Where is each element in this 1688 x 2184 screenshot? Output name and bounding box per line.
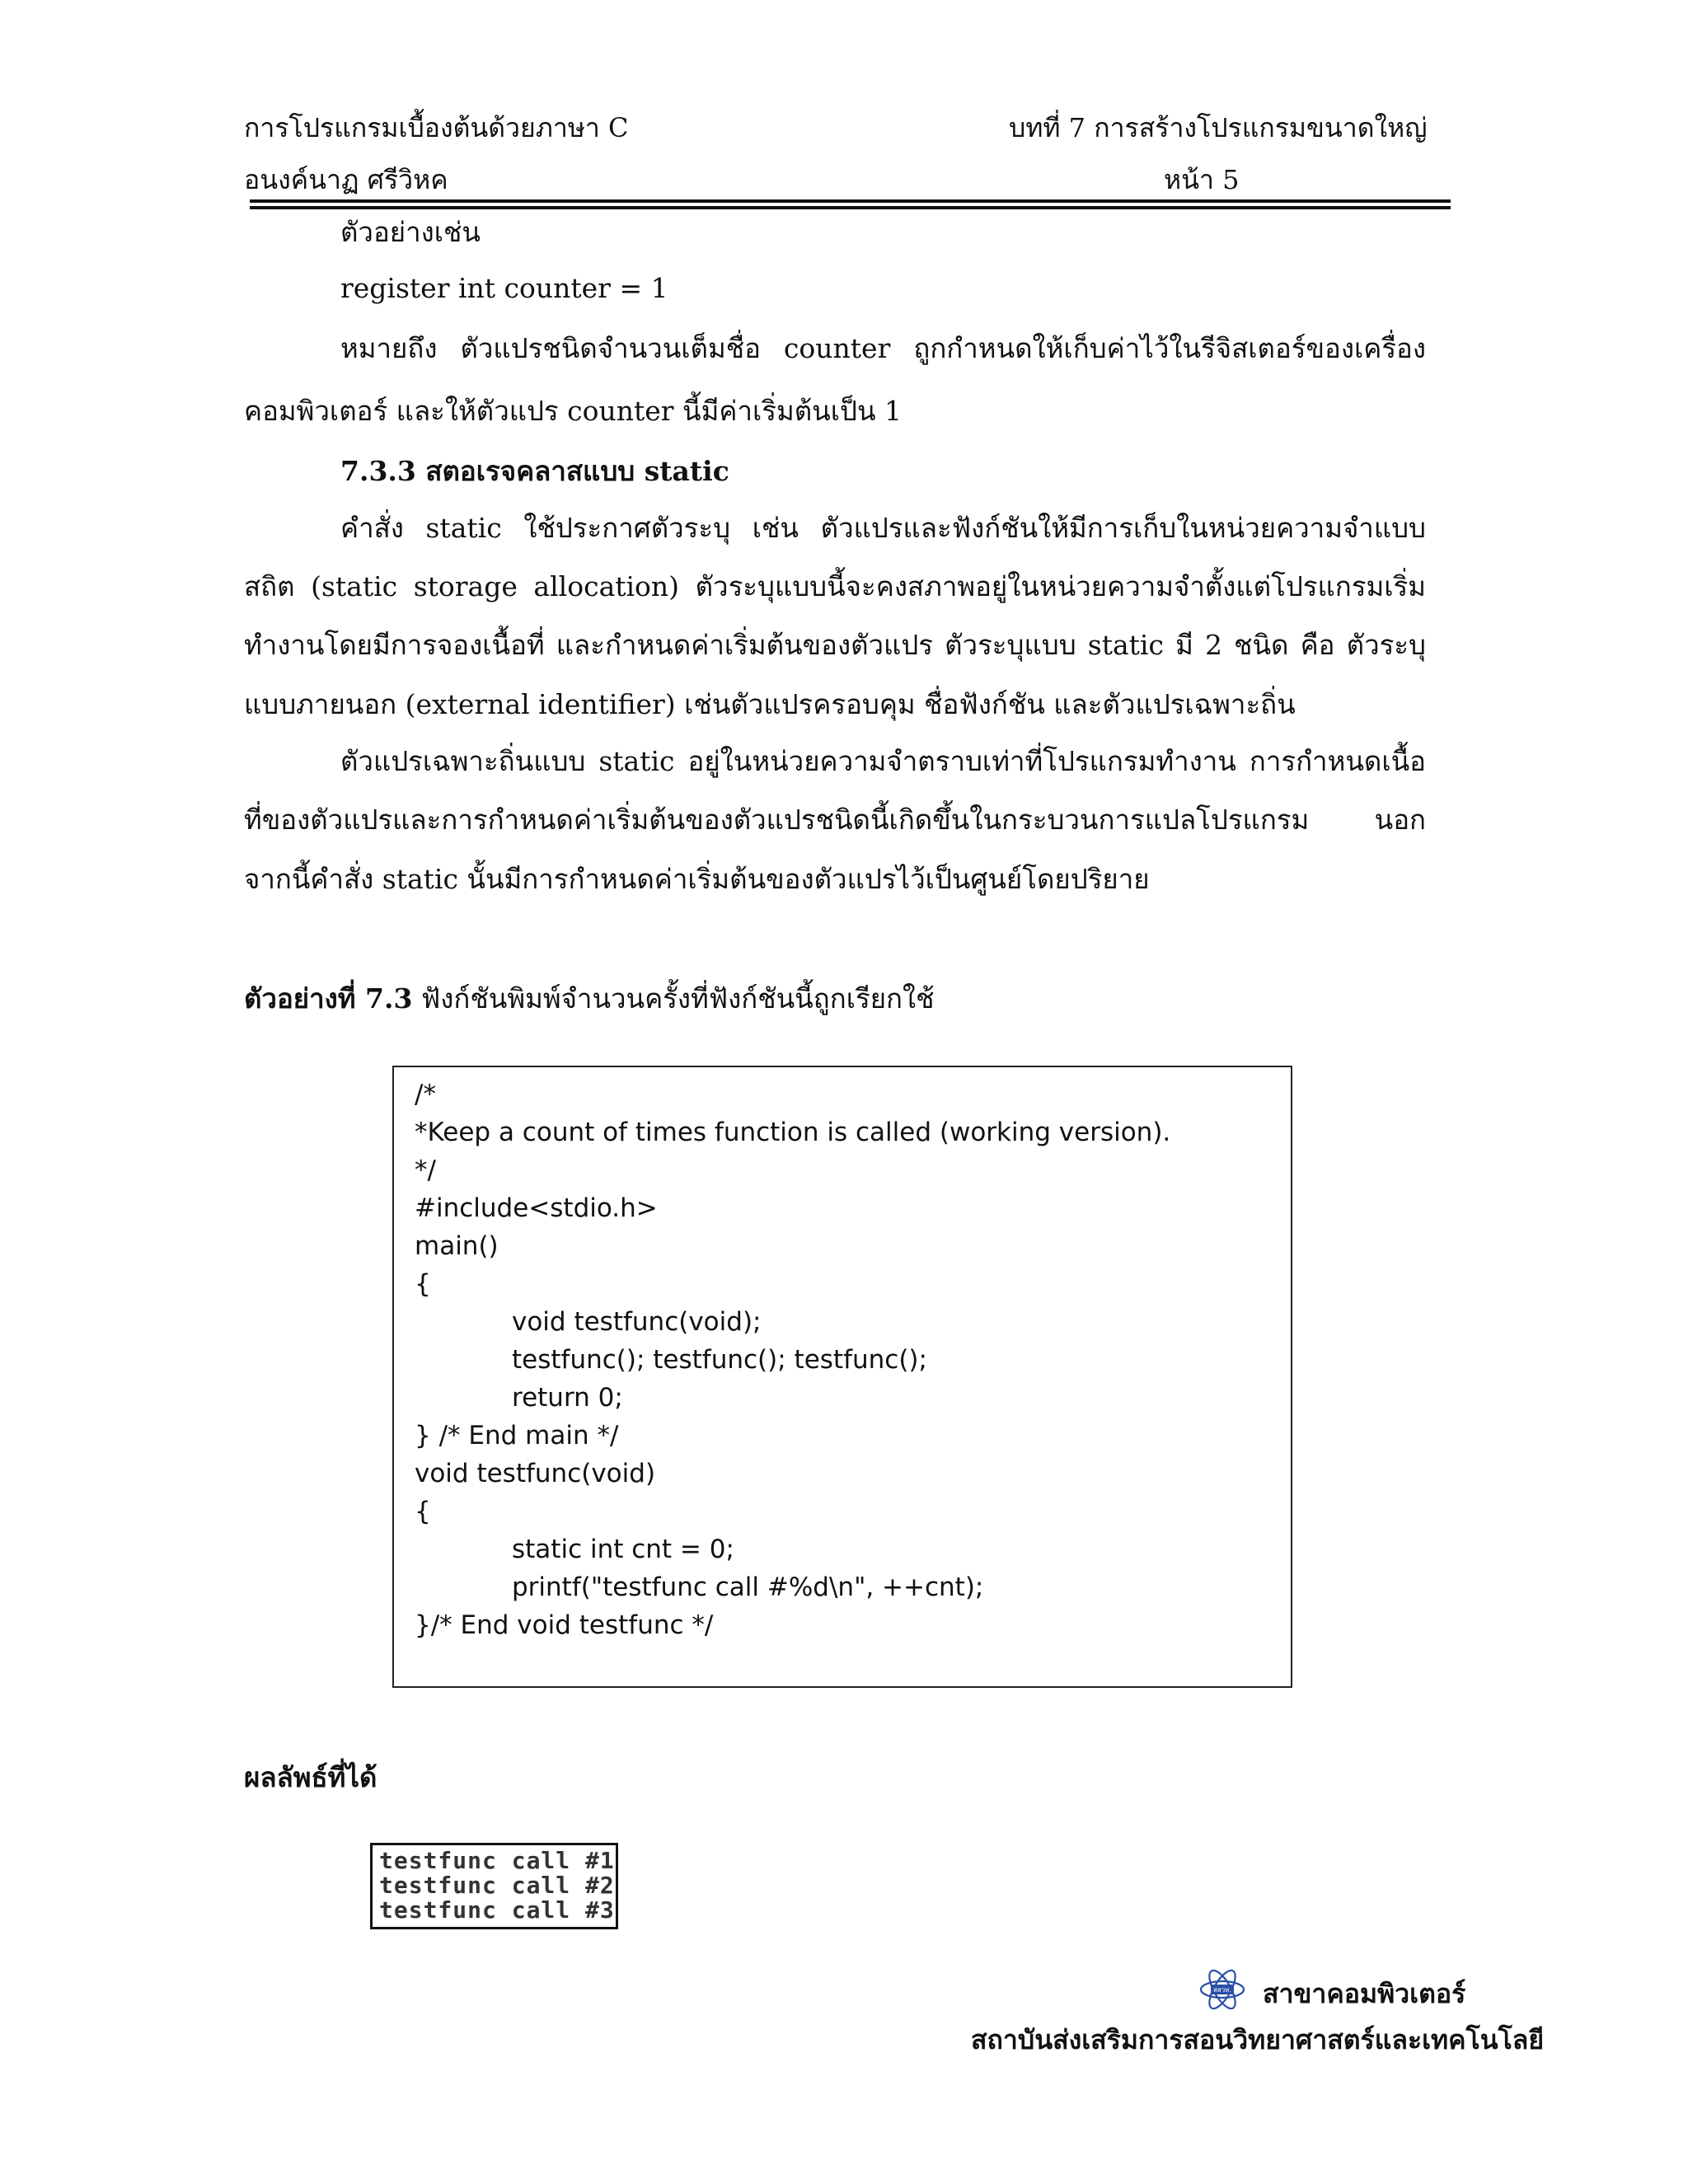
console-line: testfunc call #1 — [379, 1847, 615, 1874]
console-line: testfunc call #3 — [379, 1896, 615, 1924]
code-line: void testfunc(void); — [512, 1307, 762, 1337]
section-heading: 7.3.3 สตอเรจคลาสแบบ static — [340, 455, 729, 487]
static-para1-line4: แบบภายนอก (external identifier) เช่นตัวแปรครอบคุม ชื่อฟังก์ชัน และตัวแปรเฉพาะถิ่น — [244, 688, 1296, 720]
code-line: main() — [415, 1231, 499, 1261]
code-line: } /* End main */ — [415, 1421, 619, 1451]
header-chapter-title: บทที่ 7 การสร้างโปรแกรมขนาดใหญ่ — [1009, 112, 1428, 143]
header-page-number: หน้า 5 — [1164, 164, 1240, 195]
header-author: อนงค์นาฏ ศรีวิหค — [244, 164, 448, 195]
code-line: #include<stdio.h> — [415, 1193, 658, 1223]
meaning-line-2: คอมพิวเตอร์ และให้ตัวแปร counter นี้มีค่าเริ่มต้นเป็น 1 — [244, 395, 902, 427]
static-para2-line3: จากนี้คำสั่ง static นั้นมีการกำหนดค่าเริ่มต้นของตัวแปรไว้เป็นศูนย์โดยปริยาย — [244, 863, 1150, 895]
code-line: { — [415, 1497, 431, 1526]
code-line: *Keep a count of times function is called (working version). — [415, 1118, 1171, 1147]
code-line: }/* End void testfunc */ — [415, 1610, 714, 1640]
result-heading: ผลลัพธ์ที่ได้ — [244, 1761, 377, 1793]
header-left-title: การโปรแกรมเบื้องต้นด้วยภาษา C — [244, 112, 629, 143]
static-para2-line2: ที่ของตัวแปรและการกำหนดค่าเริ่มต้นของตัวแปรชนิดนี้เกิดขึ้นในกระบวนการแปลโปรแกรม นอก — [244, 804, 1426, 836]
example-intro: ตัวอย่างเช่น — [340, 216, 481, 248]
register-code-line: register int counter = 1 — [340, 272, 668, 304]
console-line: testfunc call #2 — [379, 1872, 615, 1899]
footer-institute: สถาบันส่งเสริมการสอนวิทยาศาสตร์และเทคโนโลยี — [971, 2024, 1545, 2055]
header-rule-top — [250, 199, 1451, 203]
code-line: */ — [415, 1155, 436, 1185]
code-line: return 0; — [512, 1383, 623, 1413]
static-para1-line3: ทำงานโดยมีการจองเนื้อที่ และกำหนดค่าเริ่มต้นของตัวแปร ตัวระบุแบบ static มี 2 ชนิด คือ ตัวระบุ — [244, 629, 1426, 661]
code-line: printf("testfunc call #%d\n", ++cnt); — [512, 1572, 984, 1602]
code-line: { — [415, 1269, 431, 1299]
footer-department: สาขาคอมพิวเตอร์ — [1263, 1978, 1466, 2009]
svg-text:สสวท.: สสวท. — [1212, 1986, 1232, 1994]
static-para2-line1: ตัวแปรเฉพาะถิ่นแบบ static อยู่ในหน่วยความจำตราบเท่าที่โปรแกรมทำงาน การกำหนดเนื้อ — [340, 745, 1426, 777]
static-para1-line2: สถิต (static storage allocation) ตัวระบุแบบนี้จะคงสภาพอยู่ในหน่วยความจำตั้งแต่โปรแกรมเริ่ม — [244, 570, 1426, 602]
code-line: void testfunc(void) — [415, 1459, 656, 1488]
code-listing — [392, 1066, 1292, 1688]
institute-logo-icon — [1199, 1966, 1245, 2013]
console-output — [370, 1843, 618, 1929]
static-para1-line1: คำสั่ง static ใช้ประกาศตัวระบุ เช่น ตัวแปรและฟังก์ชันให้มีการเก็บในหน่วยความจำแบบ — [340, 512, 1426, 544]
example-label: ตัวอย่างที่ 7.3 — [244, 982, 413, 1015]
code-line: static int cnt = 0; — [512, 1535, 734, 1564]
example-caption — [244, 977, 935, 1020]
example-caption-text: ฟังก์ชันพิมพ์จำนวนครั้งที่ฟังก์ชันนี้ถูกเรียกใช้ — [412, 982, 935, 1015]
header-rule-bottom — [250, 206, 1451, 209]
code-line: /* — [415, 1080, 436, 1109]
code-line: testfunc(); testfunc(); testfunc(); — [512, 1345, 927, 1375]
meaning-line-1: หมายถึง ตัวแปรชนิดจำนวนเต็มชื่อ counter ถูกกำหนดให้เก็บค่าไว้ในรีจิสเตอร์ของเครื่อง — [340, 332, 1426, 364]
